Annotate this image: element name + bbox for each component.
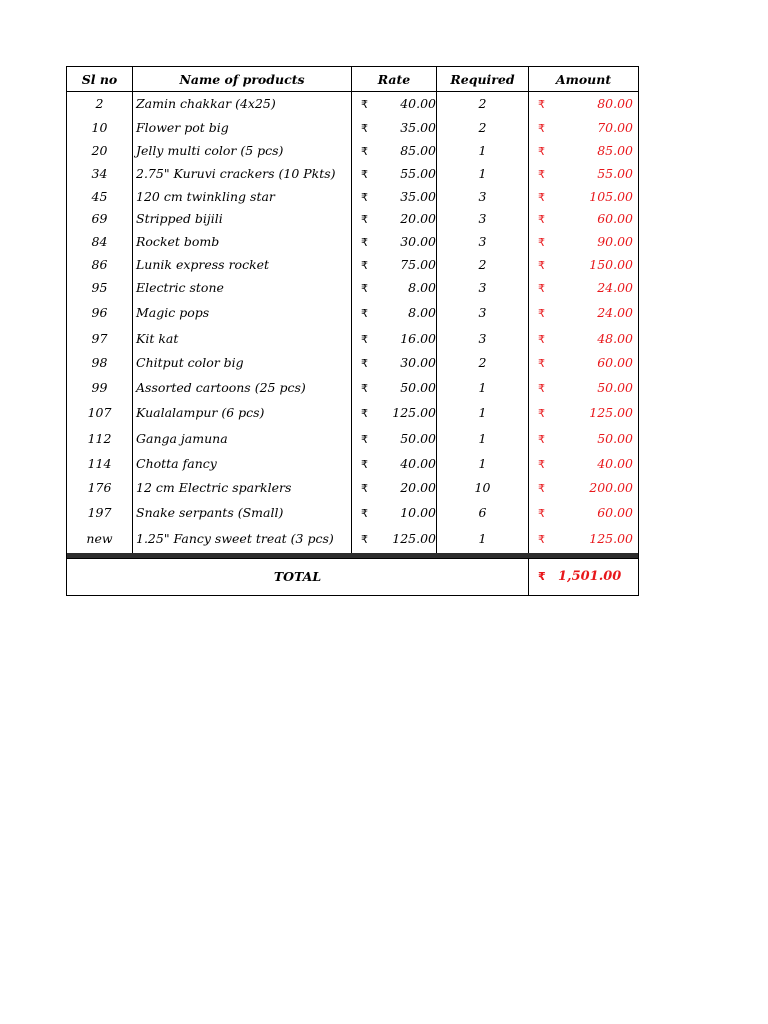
amount-cell xyxy=(529,230,639,253)
amount-value: 60.00 xyxy=(597,355,633,370)
rate-value: 75.00 xyxy=(400,256,436,272)
header-name: Name of products xyxy=(133,67,352,92)
rate-value: 125.00 xyxy=(392,531,436,546)
product-name-cell: 1.25" Fancy sweet treat (3 pcs) xyxy=(133,525,352,553)
rate-value: 125.00 xyxy=(392,405,436,420)
product-name-cell: Rocket bomb xyxy=(133,230,352,253)
header-required: Required xyxy=(437,67,529,92)
product-name-cell: Electric stone xyxy=(133,276,352,300)
table-row xyxy=(67,253,639,276)
rate-cell xyxy=(352,92,437,116)
rupee-icon: ₹ xyxy=(361,381,368,395)
rupee-icon: ₹ xyxy=(538,167,545,181)
product-name-cell: Chotta fancy xyxy=(133,451,352,476)
total-amount-cell xyxy=(529,558,639,595)
amount-value: 55.00 xyxy=(597,165,633,181)
required-cell: 1 xyxy=(437,400,529,426)
rate-value: 35.00 xyxy=(400,188,436,204)
rupee-icon: ₹ xyxy=(538,121,545,135)
rupee-icon: ₹ xyxy=(361,144,368,158)
amount-value: 50.00 xyxy=(597,430,633,446)
required-cell: 1 xyxy=(437,525,529,553)
amount-value: 125.00 xyxy=(589,405,633,420)
table-row xyxy=(67,185,639,208)
product-name-cell: Stripped bijili xyxy=(133,208,352,230)
amount-value: 85.00 xyxy=(597,142,633,158)
product-name-cell: Jelly multi color (5 pcs) xyxy=(133,139,352,162)
rate-cell xyxy=(352,253,437,276)
sl-no-cell: 86 xyxy=(67,253,133,276)
rupee-icon: ₹ xyxy=(538,506,545,520)
amount-value: 24.00 xyxy=(597,305,633,320)
sl-no-cell: new xyxy=(67,525,133,553)
rupee-icon: ₹ xyxy=(361,98,368,112)
amount-cell xyxy=(529,116,639,139)
rupee-icon: ₹ xyxy=(361,457,368,471)
table-row xyxy=(67,139,639,162)
table-row xyxy=(67,208,639,230)
rupee-icon: ₹ xyxy=(538,190,545,204)
rate-value: 8.00 xyxy=(408,280,436,295)
required-cell: 3 xyxy=(437,300,529,326)
rupee-icon: ₹ xyxy=(538,482,545,495)
rate-value: 85.00 xyxy=(400,142,436,158)
rupee-icon: ₹ xyxy=(538,282,545,295)
sl-no-cell: 107 xyxy=(67,400,133,426)
rate-cell xyxy=(352,351,437,375)
rate-cell xyxy=(352,476,437,500)
rate-cell xyxy=(352,426,437,451)
table-row xyxy=(67,426,639,451)
amount-cell xyxy=(529,525,639,553)
product-name-cell: Flower pot big xyxy=(133,116,352,139)
rate-value: 40.00 xyxy=(400,96,436,112)
sl-no-cell: 114 xyxy=(67,451,133,476)
sl-no-cell: 84 xyxy=(67,230,133,253)
sl-no-cell: 97 xyxy=(67,326,133,351)
required-cell: 1 xyxy=(437,451,529,476)
rupee-icon: ₹ xyxy=(538,98,545,112)
table-row xyxy=(67,476,639,500)
rate-cell xyxy=(352,400,437,426)
sl-no-cell: 20 xyxy=(67,139,133,162)
sl-no-cell: 98 xyxy=(67,351,133,375)
rate-cell xyxy=(352,139,437,162)
amount-value: 70.00 xyxy=(597,119,633,135)
amount-value: 200.00 xyxy=(589,480,633,495)
sl-no-cell: 112 xyxy=(67,426,133,451)
rupee-icon: ₹ xyxy=(361,332,368,346)
rupee-icon: ₹ xyxy=(361,432,368,446)
sl-no-cell: 45 xyxy=(67,185,133,208)
product-name-cell: 12 cm Electric sparklers xyxy=(133,476,352,500)
product-name-cell: Assorted cartoons (25 pcs) xyxy=(133,375,352,400)
amount-cell xyxy=(529,253,639,276)
amount-value: 90.00 xyxy=(597,233,633,249)
required-cell: 6 xyxy=(437,500,529,525)
rate-cell xyxy=(352,451,437,476)
table-row xyxy=(67,230,639,253)
table-row xyxy=(67,500,639,525)
sl-no-cell: 95 xyxy=(67,276,133,300)
rupee-icon: ₹ xyxy=(361,213,368,226)
amount-value: 105.00 xyxy=(589,188,633,204)
required-cell: 2 xyxy=(437,351,529,375)
required-cell: 3 xyxy=(437,326,529,351)
table-row xyxy=(67,276,639,300)
sl-no-cell: 2 xyxy=(67,92,133,116)
table-row xyxy=(67,116,639,139)
rate-cell xyxy=(352,525,437,553)
required-cell: 1 xyxy=(437,426,529,451)
product-name-cell: Magic pops xyxy=(133,300,352,326)
rupee-icon: ₹ xyxy=(538,357,545,370)
amount-cell xyxy=(529,426,639,451)
products-table xyxy=(66,66,639,596)
rupee-icon: ₹ xyxy=(361,307,368,320)
amount-value: 125.00 xyxy=(589,531,633,546)
rate-value: 20.00 xyxy=(400,211,436,226)
table-row xyxy=(67,525,639,553)
rupee-icon: ₹ xyxy=(538,570,546,583)
product-name-cell: Zamin chakkar (4x25) xyxy=(133,92,352,116)
amount-cell xyxy=(529,92,639,116)
required-cell: 3 xyxy=(437,276,529,300)
rate-cell xyxy=(352,162,437,185)
table-body xyxy=(67,92,639,553)
rate-value: 30.00 xyxy=(400,355,436,370)
product-name-cell: 120 cm twinkling star xyxy=(133,185,352,208)
rate-value: 50.00 xyxy=(400,430,436,446)
product-name-cell: Kit kat xyxy=(133,326,352,351)
rupee-icon: ₹ xyxy=(538,235,545,249)
rate-cell xyxy=(352,276,437,300)
table-row xyxy=(67,300,639,326)
table-row xyxy=(67,375,639,400)
rate-cell xyxy=(352,185,437,208)
amount-cell xyxy=(529,375,639,400)
rate-cell xyxy=(352,326,437,351)
table-row xyxy=(67,92,639,116)
rate-value: 20.00 xyxy=(400,480,436,495)
header-sl-no: Sl no xyxy=(67,67,133,92)
amount-value: 60.00 xyxy=(597,211,633,226)
sl-no-cell: 197 xyxy=(67,500,133,525)
rate-value: 10.00 xyxy=(400,504,436,520)
sl-no-cell: 34 xyxy=(67,162,133,185)
sl-no-cell: 176 xyxy=(67,476,133,500)
amount-value: 24.00 xyxy=(597,280,633,295)
rate-value: 50.00 xyxy=(400,379,436,395)
amount-cell xyxy=(529,208,639,230)
rupee-icon: ₹ xyxy=(361,482,368,495)
amount-value: 48.00 xyxy=(597,330,633,346)
amount-value: 80.00 xyxy=(597,96,633,112)
rate-value: 55.00 xyxy=(400,165,436,181)
rate-value: 40.00 xyxy=(400,455,436,471)
required-cell: 2 xyxy=(437,92,529,116)
required-cell: 10 xyxy=(437,476,529,500)
sl-no-cell: 96 xyxy=(67,300,133,326)
table-row xyxy=(67,400,639,426)
table-row xyxy=(67,162,639,185)
amount-cell xyxy=(529,451,639,476)
total-row xyxy=(67,558,639,595)
rate-cell xyxy=(352,230,437,253)
required-cell: 3 xyxy=(437,230,529,253)
product-name-cell: Snake serpants (Small) xyxy=(133,500,352,525)
amount-value: 60.00 xyxy=(597,504,633,520)
sl-no-cell: 69 xyxy=(67,208,133,230)
amount-cell xyxy=(529,326,639,351)
rupee-icon: ₹ xyxy=(538,307,545,320)
amount-cell xyxy=(529,351,639,375)
product-name-cell: Ganga jamuna xyxy=(133,426,352,451)
amount-cell xyxy=(529,500,639,525)
rate-cell xyxy=(352,500,437,525)
rupee-icon: ₹ xyxy=(361,121,368,135)
amount-cell xyxy=(529,400,639,426)
amount-cell xyxy=(529,276,639,300)
total-label: TOTAL xyxy=(67,558,529,595)
amount-value: 40.00 xyxy=(597,455,633,471)
rupee-icon: ₹ xyxy=(361,506,368,520)
rate-cell xyxy=(352,300,437,326)
rupee-icon: ₹ xyxy=(361,235,368,249)
rupee-icon: ₹ xyxy=(361,533,368,546)
rate-cell xyxy=(352,116,437,139)
required-cell: 3 xyxy=(437,208,529,230)
rupee-icon: ₹ xyxy=(361,407,368,420)
rupee-icon: ₹ xyxy=(538,213,545,226)
amount-cell xyxy=(529,476,639,500)
rupee-icon: ₹ xyxy=(538,258,545,272)
sl-no-cell: 10 xyxy=(67,116,133,139)
table-row xyxy=(67,351,639,375)
rupee-icon: ₹ xyxy=(538,533,545,546)
amount-cell xyxy=(529,162,639,185)
required-cell: 2 xyxy=(437,116,529,139)
rate-cell xyxy=(352,375,437,400)
table-row xyxy=(67,326,639,351)
product-name-cell: 2.75" Kuruvi crackers (10 Pkts) xyxy=(133,162,352,185)
amount-value: 50.00 xyxy=(597,379,633,395)
required-cell: 1 xyxy=(437,375,529,400)
header-amount: Amount xyxy=(529,67,639,92)
amount-cell xyxy=(529,185,639,208)
required-cell: 1 xyxy=(437,139,529,162)
rupee-icon: ₹ xyxy=(361,258,368,272)
required-cell: 2 xyxy=(437,253,529,276)
rupee-icon: ₹ xyxy=(361,167,368,181)
rate-value: 35.00 xyxy=(400,119,436,135)
product-name-cell: Chitput color big xyxy=(133,351,352,375)
rupee-icon: ₹ xyxy=(361,190,368,204)
rupee-icon: ₹ xyxy=(361,282,368,295)
rupee-icon: ₹ xyxy=(538,457,545,471)
rupee-icon: ₹ xyxy=(538,332,545,346)
required-cell: 1 xyxy=(437,162,529,185)
rupee-icon: ₹ xyxy=(538,432,545,446)
rate-value: 30.00 xyxy=(400,233,436,249)
rupee-icon: ₹ xyxy=(361,357,368,370)
header-row xyxy=(67,67,639,92)
header-rate: Rate xyxy=(352,67,437,92)
rate-cell xyxy=(352,208,437,230)
order-sheet xyxy=(66,66,638,596)
sl-no-cell: 99 xyxy=(67,375,133,400)
total-amount: 1,501.00 xyxy=(558,569,622,584)
product-name-cell: Kualalampur (6 pcs) xyxy=(133,400,352,426)
required-cell: 3 xyxy=(437,185,529,208)
amount-value: 150.00 xyxy=(589,256,633,272)
rupee-icon: ₹ xyxy=(538,381,545,395)
product-name-cell: Lunik express rocket xyxy=(133,253,352,276)
rupee-icon: ₹ xyxy=(538,407,545,420)
amount-cell xyxy=(529,139,639,162)
rate-value: 16.00 xyxy=(400,330,436,346)
rate-value: 8.00 xyxy=(408,305,436,320)
rupee-icon: ₹ xyxy=(538,144,545,158)
table-row xyxy=(67,451,639,476)
amount-cell xyxy=(529,300,639,326)
